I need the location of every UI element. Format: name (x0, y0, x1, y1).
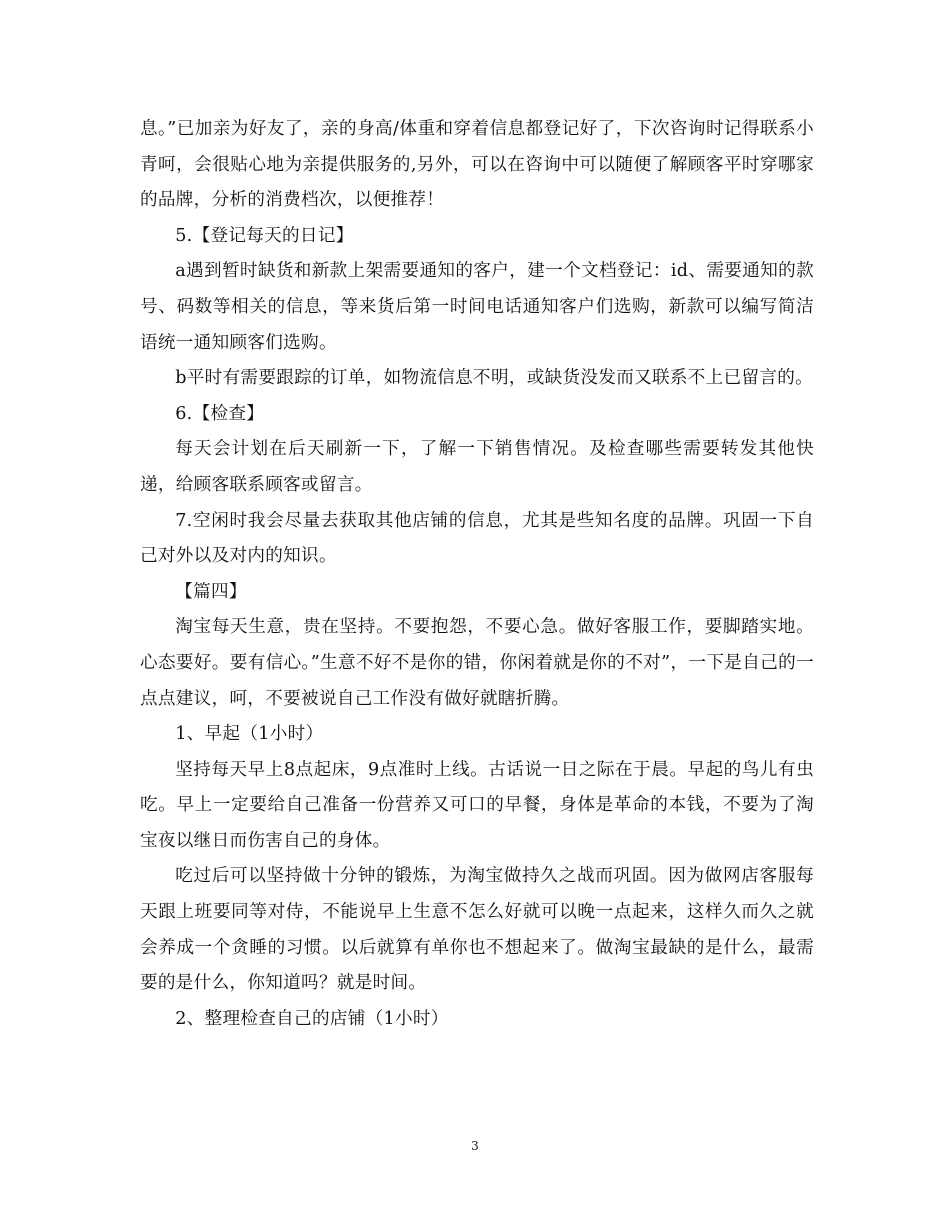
paragraph-12: 吃过后可以坚持做十分钟的锻炼，为淘宝做持久之战而巩固。因为做网店客服每天跟上班要同等对侍，不能说早上生意不怎么好就可以晚一点起来，这样久而久之就会养成一个贪睡的习惯。以后就算有单你也不想起来了。做淘宝最缺的是什么，最需要的是什么，你知道吗？就是时间。 (140, 866, 814, 994)
section-heading-part-four: 【篇四】 (175, 581, 247, 602)
paragraph-11: 坚持每天早上8点起床，9点准时上线。古话说一日之际在于晨。早起的鸟儿有虫吃。早上一定要给自己准备一份营养又可口的早餐，身体是革命的本钱，不要为了淘宝夜以继日而伤害自己的身体。 (140, 759, 814, 851)
paragraph-4: b平时有需要跟踪的订单，如物流信息不明，或缺货没发而又联系不上已留言的。 (175, 368, 814, 389)
paragraph-10-heading: 1、早起（1小时） (175, 724, 324, 745)
paragraph-9: 淘宝每天生意，贵在坚持。不要抱怨，不要心急。做好客服工作，要脚踏实地。心态要好。要有信心。”生意不好不是你的错，你闲着就是你的不对”，一下是自己的一点点建议，呵，不要被说自己工作没有做好就瞎折腾。 (140, 617, 814, 709)
paragraph-5-heading: 6.【检查】 (175, 403, 265, 424)
paragraph-13-heading: 2、整理检查自己的店铺（1小时） (175, 1008, 449, 1029)
page-body (140, 112, 814, 1037)
paragraph-3: a遇到暂时缺货和新款上架需要通知的客户，建一个文档登记：id、需要通知的款号、码数等相关的信息，等来货后第一时间电话通知客户们选购，新款可以编写简洁语统一通知顾客们选购。 (140, 261, 814, 353)
page-number: 3 (471, 1139, 479, 1153)
paragraph-2-heading: 5.【登记每天的日记】 (175, 225, 354, 246)
paragraph-1: 息。”已加亲为好友了，亲的身高/体重和穿着信息都登记好了，下次咨询时记得联系小青呵，会很贴心地为亲提供服务的,另外，可以在咨询中可以随便了解顾客平时穿哪家的品牌，分析的消费档次，以便推荐！ (140, 119, 814, 211)
paragraph-7: 7.空闲时我会尽量去获取其他店铺的信息，尤其是些知名度的品牌。巩固一下自己对外以及对内的知识。 (140, 510, 814, 567)
paragraph-6: 每天会计划在后天刷新一下，了解一下销售情况。及检查哪些需要转发其他快递，给顾客联系顾客或留言。 (140, 439, 814, 495)
